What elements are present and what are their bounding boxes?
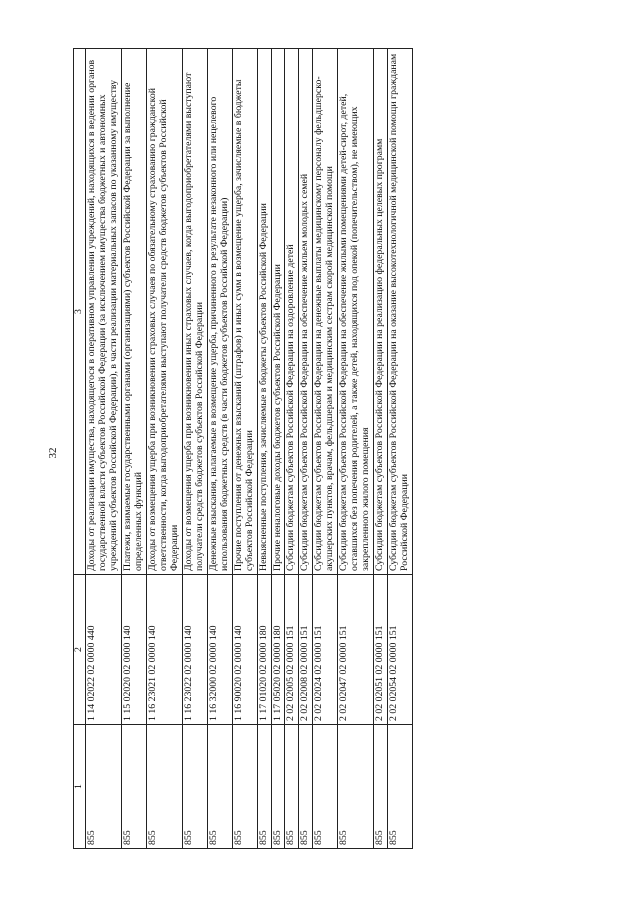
administrator-code-cell: 855 bbox=[85, 725, 121, 849]
revenue-code-cell: 1 14 02022 02 0000 440 bbox=[85, 575, 121, 725]
revenue-code-cell: 2 02 02054 02 0000 151 bbox=[388, 575, 413, 725]
revenue-name-cell: Денежные взыскания, налагаемые в возмещение ущерба, причиненного в результате незаконного или нецелевого использования бюджетных средств (в части бюджетов субъектов Российской Федерации) bbox=[207, 49, 232, 575]
revenue-name-cell: Доходы от возмещения ущерба при возникновении иных страховых случаев, когда выгодоприобретателями выступают получатели средств бюджетов субъектов Российской Федерации bbox=[182, 49, 207, 575]
administrator-code-cell: 855 bbox=[121, 725, 146, 849]
revenue-code-cell: 1 15 02020 02 0000 140 bbox=[121, 575, 146, 725]
administrator-code-cell: 855 bbox=[232, 725, 257, 849]
revenue-name-cell: Субсидии бюджетам субъектов Российской Федерации на обеспечение жилыми помещениями детей-сирот, детей, оставшихся без попечения родителей, а также детей, находящихся под опекой (попечительством), не имеющих закрепленного жилого помещения bbox=[338, 49, 374, 575]
revenue-name-cell: Невыясненные поступления, зачисляемые в бюджеты субъектов Российской Федерации bbox=[257, 49, 271, 575]
revenue-code-cell: 2 02 02008 02 0000 151 bbox=[299, 575, 313, 725]
table-row bbox=[299, 49, 313, 849]
revenue-code-cell: 2 02 02051 02 0000 151 bbox=[374, 575, 388, 725]
revenue-name-cell: Субсидии бюджетам субъектов Российской Федерации на оказание высокотехнологичной медицинской помощи гражданам Российской Федерации bbox=[388, 49, 413, 575]
revenue-code-cell: 2 02 02024 02 0000 151 bbox=[313, 575, 338, 725]
table-row bbox=[374, 49, 388, 849]
revenue-code-cell: 2 02 02005 02 0000 151 bbox=[285, 575, 299, 725]
administrator-code-cell: 855 bbox=[388, 725, 413, 849]
administrator-code-cell: 855 bbox=[374, 725, 388, 849]
table-row bbox=[338, 49, 374, 849]
revenue-name-cell: Субсидии бюджетам субъектов Российской Федерации на реализацию федеральных целевых программ bbox=[374, 49, 388, 575]
administrator-code-cell: 855 bbox=[271, 725, 285, 849]
revenue-code-cell: 1 16 23022 02 0000 140 bbox=[182, 575, 207, 725]
revenue-code-cell: 1 16 23021 02 0000 140 bbox=[146, 575, 182, 725]
revenue-name-cell: Доходы от возмещения ущерба при возникновении страховых случаев по обязательному страхованию гражданской ответственности, когда выгодоприобретателями выступают получатели средств бюджетов субъектов Российской Федерации bbox=[146, 49, 182, 575]
revenue-codes-table bbox=[73, 48, 413, 849]
page-number: 32 bbox=[47, 447, 59, 459]
table-row bbox=[146, 49, 182, 849]
revenue-name-cell: Прочие поступления от денежных взысканий (штрафов) и иных сумм в возмещение ущерба, зачисляемые в бюджеты субъектов Российской Федерации bbox=[232, 49, 257, 575]
table-row bbox=[182, 49, 207, 849]
table-row bbox=[232, 49, 257, 849]
rotated-page bbox=[73, 49, 556, 849]
administrator-code-cell: 855 bbox=[182, 725, 207, 849]
table-header-row bbox=[74, 49, 86, 849]
table-row bbox=[271, 49, 285, 849]
administrator-code-cell: 855 bbox=[146, 725, 182, 849]
column-header-2: 2 bbox=[74, 575, 86, 725]
revenue-code-cell: 1 16 32000 02 0000 140 bbox=[207, 575, 232, 725]
administrator-code-cell: 855 bbox=[257, 725, 271, 849]
table-row bbox=[121, 49, 146, 849]
column-header-3: 3 bbox=[74, 49, 86, 575]
table-body bbox=[85, 49, 412, 849]
table-row bbox=[388, 49, 413, 849]
table-row bbox=[85, 49, 121, 849]
administrator-code-cell: 855 bbox=[285, 725, 299, 849]
revenue-code-cell: 1 16 90020 02 0000 140 bbox=[232, 575, 257, 725]
table-row bbox=[313, 49, 338, 849]
revenue-name-cell: Субсидии бюджетам субъектов Российской Федерации на оздоровление детей bbox=[285, 49, 299, 575]
revenue-code-cell: 1 17 05020 02 0000 180 bbox=[271, 575, 285, 725]
revenue-code-cell: 1 17 01020 02 0000 180 bbox=[257, 575, 271, 725]
revenue-name-cell: Платежи, взимаемые государственными органами (организациями) субъектов Российской Федерации за выполнение определенных функций bbox=[121, 49, 146, 575]
administrator-code-cell: 855 bbox=[207, 725, 232, 849]
revenue-name-cell: Доходы от реализации имущества, находящегося в оперативном управлении учреждений, находящихся в ведении органов государственной власти субъектов Российской Федерации (за исключением имущества бюджетных и автономных учреждений субъектов Российской Федерации), в части реализации материальных запасов по указанному имуществу bbox=[85, 49, 121, 575]
table-row bbox=[207, 49, 232, 849]
administrator-code-cell: 855 bbox=[299, 725, 313, 849]
administrator-code-cell: 855 bbox=[313, 725, 338, 849]
revenue-name-cell: Прочие неналоговые доходы бюджетов субъектов Российской Федерации bbox=[271, 49, 285, 575]
table-row bbox=[285, 49, 299, 849]
table-row bbox=[257, 49, 271, 849]
revenue-name-cell: Субсидии бюджетам субъектов Российской Федерации на денежные выплаты медицинскому персоналу фельдшерско-акушерских пунктов, врачам, фельдшерам и медицинским сестрам скорой медицинской помощи bbox=[313, 49, 338, 575]
administrator-code-cell: 855 bbox=[338, 725, 374, 849]
column-header-1: 1 bbox=[74, 725, 86, 849]
revenue-code-cell: 2 02 02047 02 0000 151 bbox=[338, 575, 374, 725]
revenue-name-cell: Субсидии бюджетам субъектов Российской Федерации на обеспечение жильем молодых семей bbox=[299, 49, 313, 575]
